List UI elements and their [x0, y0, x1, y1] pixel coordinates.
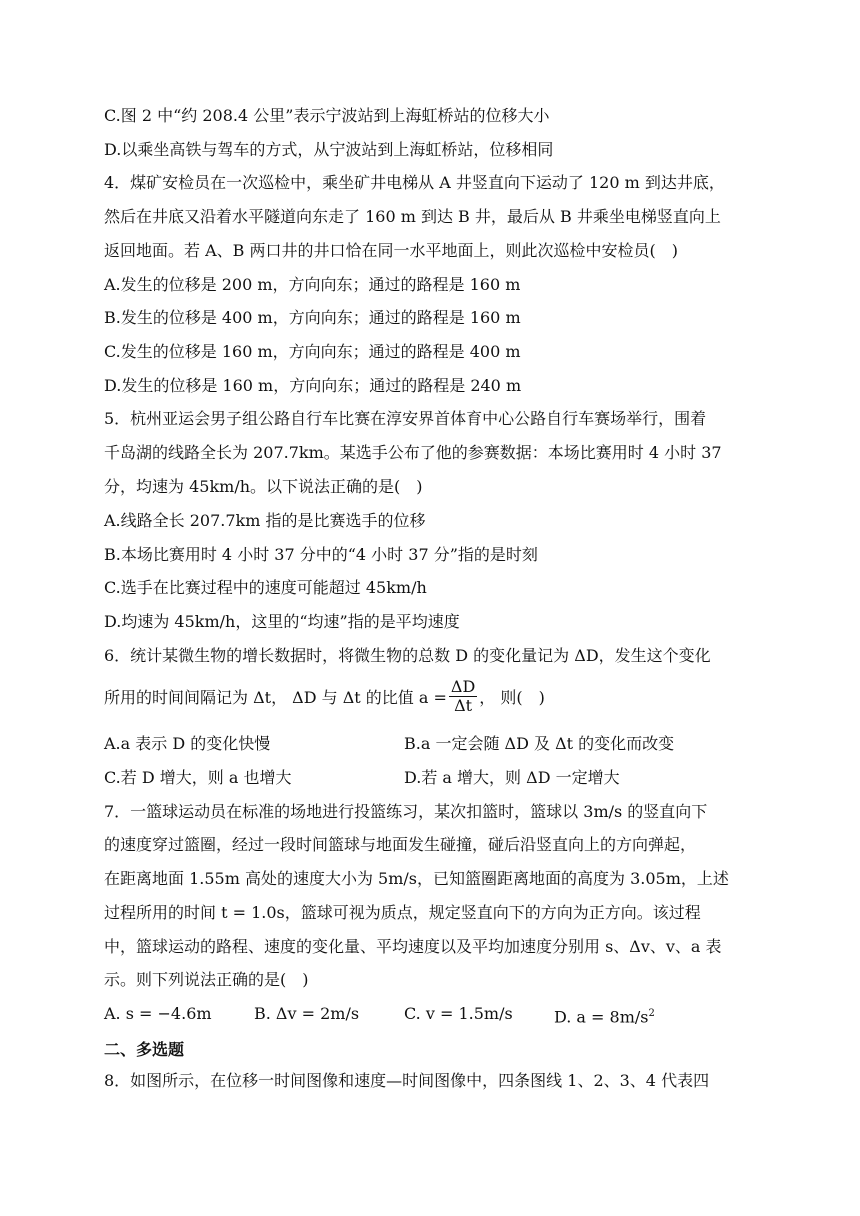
q7-option-b: B. Δv = 2m/s — [254, 1004, 360, 1023]
q5-stem-line1: 5．杭州亚运会男子组公路自行车比赛在淳安界首体育中心公路自行车赛场举行，围着 — [104, 409, 707, 428]
q7-option-d-base: D. a = 8m/s — [554, 1007, 649, 1027]
q4-stem-line3: 返回地面。若 A、B 两口井的井口恰在同一水平地面上，则此次巡检中安检员( ) — [104, 241, 678, 260]
q6-fraction-numerator: ΔD — [450, 677, 476, 696]
q4-option-d: D.发生的位移是 160 m，方向向东；通过的路程是 240 m — [104, 376, 522, 395]
q6-fraction-denominator: Δt — [454, 696, 473, 715]
q7-stem-line4: 过程所用的时间 t = 1.0s，篮球可视为质点，规定竖直向下的方向为正方向。该过程 — [104, 903, 701, 922]
q7-option-d-exponent: 2 — [648, 1008, 655, 1019]
q6-stem-line2-prefix: 所用的时间间隔记为 Δt， ΔD 与 Δt 的比值 a = — [104, 688, 447, 707]
q4-stem-line2: 然后在井底又沿着水平隧道向东走了 160 m 到达 B 井，最后从 B 井乘坐电梯竖直向上 — [104, 207, 721, 226]
q6-option-b: B.a 一定会随 ΔD 及 Δt 的变化而改变 — [404, 734, 675, 753]
q5-option-d: D.均速为 45km/h，这里的“均速”指的是平均速度 — [104, 612, 460, 631]
q7-stem-line3: 在距离地面 1.55m 高处的速度大小为 5m/s，已知篮圈距离地面的高度为 3.05m，上述 — [104, 869, 729, 888]
section-title-multiple-choice: 二、多选题 — [104, 1040, 185, 1059]
q7-stem-line6: 示。则下列说法正确的是( ) — [104, 970, 309, 989]
q4-option-b: B.发生的位移是 400 m，方向向东；通过的路程是 160 m — [104, 308, 521, 327]
q5-option-b: B.本场比赛用时 4 小时 37 分中的“4 小时 37 分”指的是时刻 — [104, 545, 538, 564]
q6-stem-line2 — [104, 677, 545, 717]
q5-stem-line2: 千岛湖的线路全长为 207.7km。某选手公布了他的参赛数据：本场比赛用时 4 小时 37 — [104, 443, 722, 462]
q5-option-c: C.选手在比赛过程中的速度可能超过 45km/h — [104, 578, 427, 597]
q7-option-c: C. v = 1.5m/s — [404, 1004, 513, 1023]
q4-option-a: A.发生的位移是 200 m，方向向东；通过的路程是 160 m — [104, 275, 521, 294]
q7-option-d — [554, 1004, 655, 1027]
q6-option-d: D.若 a 增大，则 ΔD 一定增大 — [404, 768, 620, 787]
q7-stem-line5: 中，篮球运动的路程、速度的变化量、平均速度以及平均加速度分别用 s、Δv、v、a 表 — [104, 937, 722, 956]
q6-stem-line1: 6．统计某微生物的增长数据时，将微生物的总数 D 的变化量记为 ΔD，发生这个变化 — [104, 646, 711, 665]
q4-stem-line1: 4．煤矿安检员在一次巡检中，乘坐矿井电梯从 A 井竖直向下运动了 120 m 到达井底， — [104, 173, 725, 192]
q7-stem-line2: 的速度穿过篮圈，经过一段时间篮球与地面发生碰撞，碰后沿竖直向上的方向弹起， — [104, 835, 697, 854]
q5-stem-line3: 分，均速为 45km/h。以下说法正确的是( ) — [104, 477, 423, 496]
q7-option-a: A. s = −4.6m — [104, 1004, 212, 1023]
q7-stem-line1: 7．一篮球运动员在标准的场地进行投篮练习，某次扣篮时，篮球以 3m/s 的竖直向下 — [104, 802, 708, 821]
q6-option-c: C.若 D 增大，则 a 也增大 — [104, 768, 292, 787]
q6-stem-line2-suffix: ， 则( ) — [479, 688, 545, 707]
q4-option-c: C.发生的位移是 160 m，方向向东；通过的路程是 400 m — [104, 342, 521, 361]
q8-stem-line1: 8．如图所示，在位移一时间图像和速度—时间图像中，四条图线 1、2、3、4 代表四 — [104, 1071, 710, 1090]
q6-fraction — [449, 678, 477, 715]
q3-option-d: D.以乘坐高铁与驾车的方式，从宁波站到上海虹桥站，位移相同 — [104, 140, 554, 159]
q6-option-a: A.a 表示 D 的变化快慢 — [104, 734, 271, 753]
q3-option-c: C.图 2 中“约 208.4 公里”表示宁波站到上海虹桥站的位移大小 — [104, 106, 550, 125]
q5-option-a: A.线路全长 207.7km 指的是比赛选手的位移 — [104, 511, 426, 530]
